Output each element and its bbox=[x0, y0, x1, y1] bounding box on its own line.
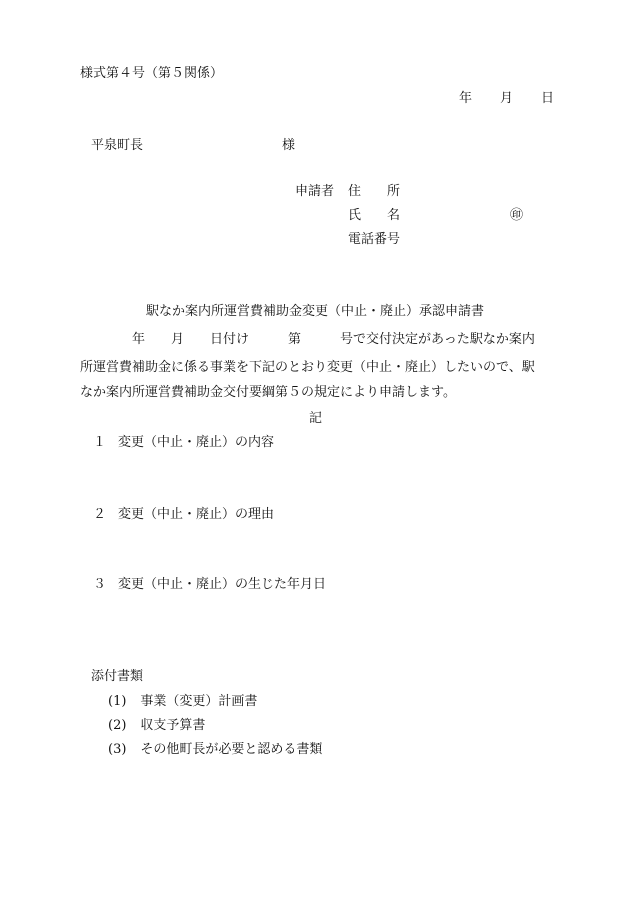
item-number: １ bbox=[93, 435, 107, 450]
attachment-text: 事業（変更）計画書 bbox=[140, 694, 258, 709]
ki-heading: 記 bbox=[309, 411, 323, 426]
addressee-name: 平泉町長 bbox=[91, 138, 144, 153]
attachment-number: (1) bbox=[108, 694, 127, 709]
item-number: ３ bbox=[93, 577, 107, 592]
body-line-3: なか案内所運営費補助金交付要綱第５の規定により申請します。 bbox=[80, 385, 456, 400]
date-year: 年 bbox=[459, 91, 473, 106]
item-text: 変更（中止・廃止）の理由 bbox=[118, 507, 275, 522]
item-1 bbox=[93, 435, 274, 451]
item-number: ２ bbox=[93, 507, 107, 522]
form-number: 様式第４号（第５関係） bbox=[80, 66, 224, 81]
attachment-item bbox=[108, 694, 257, 710]
addressee-honorific: 様 bbox=[282, 138, 296, 153]
applicant-label: 申請者 bbox=[295, 184, 335, 199]
date-day: 日 bbox=[541, 91, 555, 106]
attachment-number: (2) bbox=[108, 718, 127, 733]
document-title: 駅なか案内所運営費補助金変更（中止・廃止）承認申請書 bbox=[146, 304, 485, 319]
date-month: 月 bbox=[500, 91, 514, 106]
body-line-1: 年 月 日付け 第 号で交付決定があった駅なか案内 bbox=[132, 332, 535, 347]
attachment-number: (3) bbox=[108, 742, 127, 757]
seal-mark: ㊞ bbox=[510, 208, 524, 223]
attachments-heading: 添付書類 bbox=[91, 669, 144, 684]
item-text: 変更（中止・廃止）の内容 bbox=[118, 435, 275, 450]
applicant-phone-label: 電話番号 bbox=[348, 232, 401, 247]
attachment-item bbox=[108, 742, 322, 758]
body-line-2: 所運営費補助金に係る事業を下記のとおり変更（中止・廃止）したいので、駅 bbox=[80, 360, 535, 375]
date-field bbox=[459, 91, 554, 107]
applicant-name-label: 氏 名 bbox=[348, 208, 401, 223]
item-3 bbox=[93, 577, 326, 593]
attachment-item bbox=[108, 718, 205, 734]
item-text: 変更（中止・廃止）の生じた年月日 bbox=[118, 577, 327, 592]
item-2 bbox=[93, 507, 274, 523]
attachment-text: その他町長が必要と認める書類 bbox=[140, 742, 323, 757]
attachment-text: 収支予算書 bbox=[140, 718, 206, 733]
applicant-address-label: 住 所 bbox=[348, 184, 401, 199]
